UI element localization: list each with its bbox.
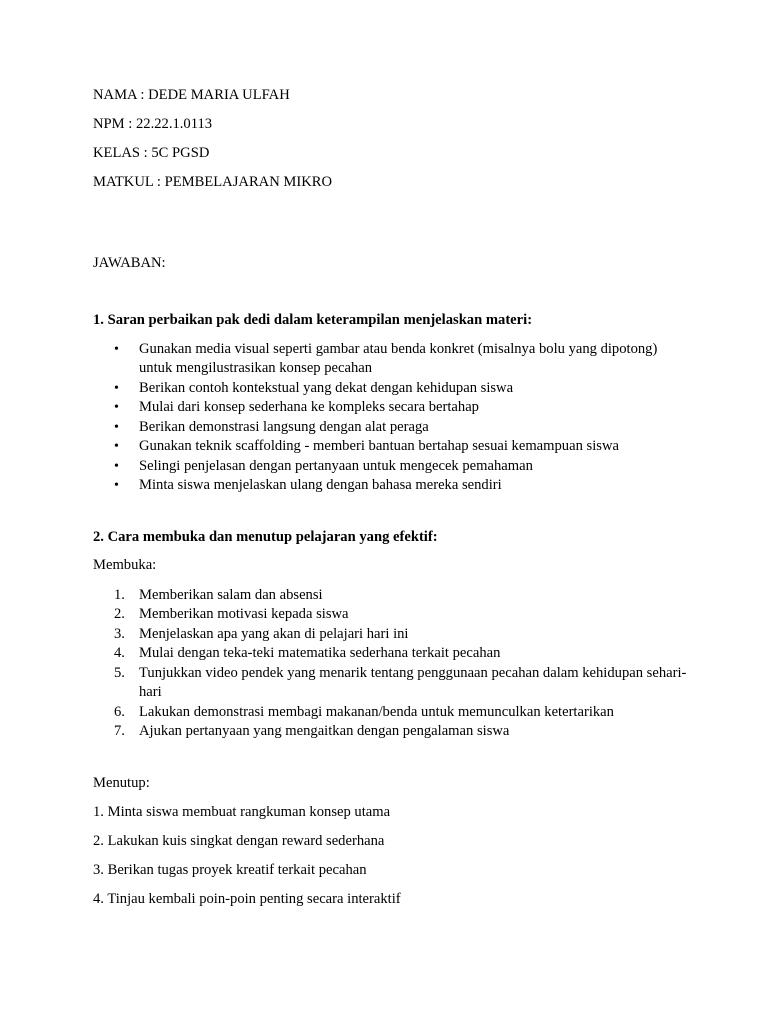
list-item: • Minta siswa menjelaskan ulang dengan bahasa mereka sendiri xyxy=(93,476,693,496)
section2-heading: 2. Cara membuka dan menutup pelajaran yang efektif: xyxy=(93,528,438,545)
bullet-marker: • xyxy=(114,341,119,357)
list-item: • Berikan demonstrasi langsung dengan alat peraga xyxy=(93,418,693,438)
closing-label: Menutup: xyxy=(93,774,150,791)
opening-label: Membuka: xyxy=(93,557,157,573)
list-item: • Gunakan media visual seperti gambar atau benda konkret (misalnya bolu yang dipotong) untuk mengilustrasikan konsep pecahan xyxy=(114,340,658,376)
list-item: 4. Mulai dengan teka-teki matematika sederhana terkait pecahan xyxy=(114,645,501,661)
spacer xyxy=(93,742,693,774)
bullet-marker: • xyxy=(114,380,119,396)
document-page xyxy=(93,86,693,919)
closing-item: 4. Tinjau kembali poin-poin penting secara interaktif xyxy=(93,890,401,907)
student-class: KELAS : 5C PGSD xyxy=(93,145,210,161)
bullet-marker: • xyxy=(114,419,119,435)
spacer xyxy=(93,496,693,528)
closing-item: 3. Berikan tugas proyek kreatif terkait pecahan xyxy=(93,861,367,878)
spacer xyxy=(93,202,693,254)
opening-steps-list xyxy=(93,586,693,742)
student-name: NAMA : DEDE MARIA ULFAH xyxy=(93,87,290,103)
list-item: 2. Memberikan motivasi kepada siswa xyxy=(114,606,349,622)
list-item: 1. Memberikan salam dan absensi xyxy=(114,586,323,603)
closing-item: 1. Minta siswa membuat rangkuman konsep utama xyxy=(93,803,391,820)
section1-bullet-list xyxy=(93,340,693,496)
list-item: 3. Menjelaskan apa yang akan di pelajari hari ini xyxy=(114,625,409,642)
bullet-marker: • xyxy=(114,439,119,454)
section1-heading: 1. Saran perbaikan pak dedi dalam keterampilan menjelaskan materi: xyxy=(93,312,533,328)
course-name: MATKUL : PEMBELAJARAN MIKRO xyxy=(93,174,333,190)
list-item: • Mulai dari konsep sederhana ke kompleks secara bertahap xyxy=(93,398,693,418)
bullet-marker: • xyxy=(114,478,119,493)
bullet-marker: • xyxy=(114,458,119,474)
list-item: • Selingi penjelasan dengan pertanyaan untuk mengecek pemahaman xyxy=(93,457,693,477)
list-item: 7. Ajukan pertanyaan yang mengaitkan dengan pengalaman siswa xyxy=(114,723,510,739)
bullet-marker: • xyxy=(114,400,119,415)
list-item: 6. Lakukan demonstrasi membagi makanan/benda untuk memunculkan ketertarikan xyxy=(114,703,614,720)
list-item: • Gunakan teknik scaffolding - memberi bantuan bertahap sesuai kemampuan siswa xyxy=(93,437,693,457)
closing-item: 2. Lakukan kuis singkat dengan reward sederhana xyxy=(93,832,385,849)
list-item: • Berikan contoh kontekstual yang dekat dengan kehidupan siswa xyxy=(93,379,693,399)
answer-label: JAWABAN: xyxy=(93,255,166,271)
student-npm: NPM : 22.22.1.0113 xyxy=(93,116,213,132)
list-item: 5. Tunjukkan video pendek yang menarik tentang penggunaan pecahan dalam kehidupan sehari-hari xyxy=(114,664,687,700)
